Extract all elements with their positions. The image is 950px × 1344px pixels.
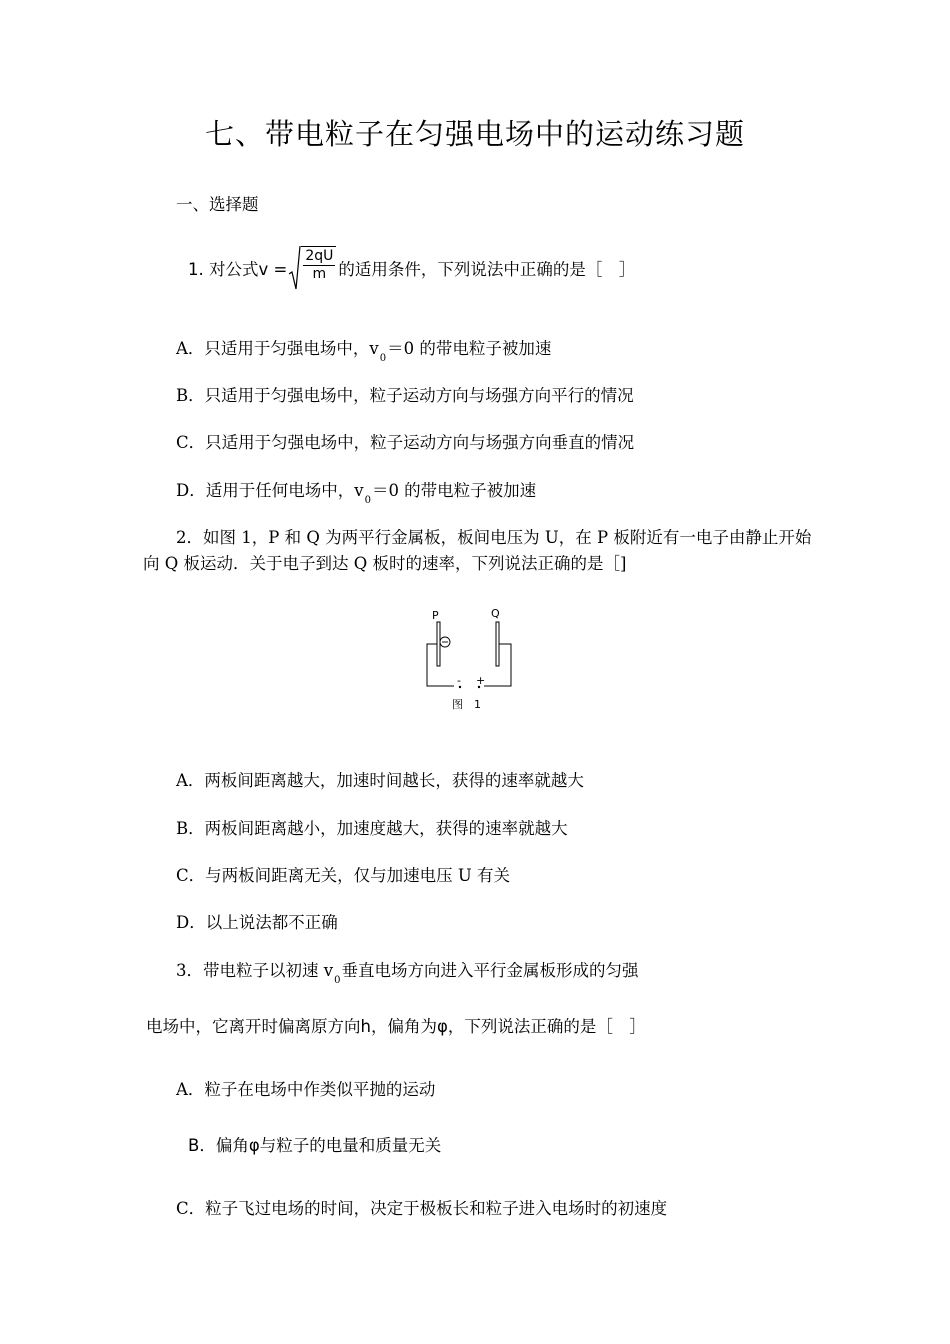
q1-option-b: B．只适用于匀强电场中，粒子运动方向与场强方向平行的情况 [176,386,634,405]
q3-option-a: A．粒子在电场中作类似平抛的运动 [176,1080,436,1099]
q1-prefix: 1. 对公式v = [188,260,288,279]
q3-option-b: B．偏角φ与粒子的电量和质量无关 [188,1136,442,1155]
q2-option-c: C．与两板间距离无关，仅与加速电压 U 有关 [176,866,511,885]
label-q: Q [491,607,500,620]
q3-option-c: C．粒子飞过电场的时间，决定于极板长和粒子进入电场时的初速度 [176,1199,668,1218]
question-1-stem [188,246,635,290]
label-p: P [432,609,439,622]
label-plus: + [476,674,486,687]
q2-option-d: D．以上说法都不正确 [176,913,338,932]
sqrt-formula [289,246,336,290]
q2-option-a: A．两板间距离越大，加速时间越长，获得的速率就越大 [176,771,584,790]
q1-option-d: D．适用于任何电场中，$v_0=0$ 的带电粒子被加速 [176,481,537,506]
label-minus: - [457,674,461,687]
q1-option-a: A．只适用于匀强电场中，$v_0=0$ 的带电粒子被加速 [176,339,552,364]
q2-option-b: B．两板间距离越小，加速度越大，获得的速率就越大 [176,819,568,838]
plate-p [437,622,440,666]
question-2-line1: 2．如图 1，P 和 Q 为两平行金属板，板间电压为 U，在 P 板附近有一电子由静止开始 [176,528,812,547]
page-title: 七、带电粒子在匀强电场中的运动练习题 [204,117,745,151]
section-heading: 一、选择题 [176,195,259,214]
question-3-line2: 电场中，它离开时偏离原方向h，偏角为φ，下列说法正确的是［ ］ [146,1017,646,1036]
plate-q [496,622,499,666]
formula-fraction [303,248,335,283]
q1-option-c: C．只适用于匀强电场中，粒子运动方向与场强方向垂直的情况 [176,433,635,452]
formula-denominator: m [312,266,327,282]
figure-caption: 图 1 [452,698,481,711]
figure-1-diagram [420,600,520,718]
formula-numerator: 2qU [305,248,334,264]
question-2-line2: 向 Q 板运动．关于电子到达 Q 板时的速率，下列说法正确的是［] [143,554,627,573]
question-3-line1: 3．带电粒子以初速 $v_0$垂直电场方向进入平行金属板形成的匀强 [176,961,639,986]
q1-suffix: 的适用条件，下列说法中正确的是［ ］ [338,260,636,279]
